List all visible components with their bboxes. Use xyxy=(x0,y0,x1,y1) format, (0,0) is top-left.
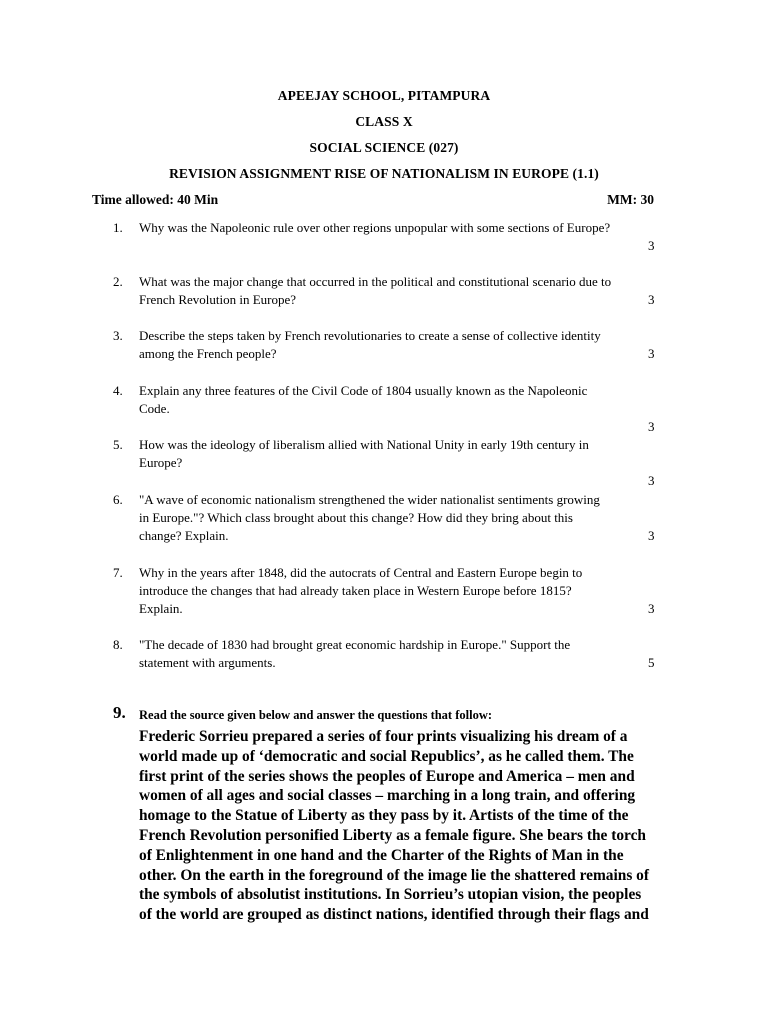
question-text xyxy=(139,273,704,309)
question-line: Explain. xyxy=(139,601,183,616)
passage-line: women of all ages and social classes – marching in a long train, and offering xyxy=(139,787,636,805)
question-marks: 3 xyxy=(648,601,655,616)
question-line: French Revolution in Europe? xyxy=(139,292,297,307)
question-number: 5. xyxy=(113,437,123,452)
max-marks: MM: 30 xyxy=(607,192,654,207)
question-line: Code. xyxy=(139,401,170,416)
time-allowed: Time allowed: 40 Min xyxy=(92,192,219,207)
question-marks: 3 xyxy=(648,292,655,307)
question-text xyxy=(139,564,704,618)
question-text xyxy=(139,219,704,237)
question-line: change? Explain. xyxy=(139,528,229,543)
passage-line: of Enlightenment in one hand and the Charter of the Rights of Man in the xyxy=(139,846,624,864)
question-marks: 5 xyxy=(648,655,655,670)
question-number: 8. xyxy=(113,637,123,652)
question-number: 2. xyxy=(113,274,123,289)
source-passage xyxy=(139,727,714,925)
question-marks: 3 xyxy=(648,473,655,488)
question-line: What was the major change that occurred in the political and constitutional scenario due to xyxy=(139,274,612,289)
question-line: "The decade of 1830 had brought great economic hardship in Europe." Support the xyxy=(139,637,571,652)
question-text xyxy=(139,436,704,472)
assignment-title: REVISION ASSIGNMENT RISE OF NATIONALISM IN EUROPE (1.1) xyxy=(169,166,599,181)
question-9-instruction: Read the source given below and answer the questions that follow: xyxy=(139,708,493,722)
question-line: statement with arguments. xyxy=(139,655,276,670)
question-line: Why was the Napoleonic rule over other regions unpopular with some sections of Europe? xyxy=(139,220,611,235)
passage-line: other. On the earth in the foreground of the image lie the shattered remains of xyxy=(139,866,649,884)
question-marks: 3 xyxy=(648,238,655,253)
question-text xyxy=(139,382,704,418)
question-9-number: 9. xyxy=(113,703,126,722)
question-text xyxy=(139,327,704,363)
question-number: 4. xyxy=(113,383,123,398)
question-number: 1. xyxy=(113,220,123,235)
time-row xyxy=(92,192,662,208)
question-line: Europe? xyxy=(139,455,183,470)
question-text xyxy=(139,636,704,672)
subject-label: SOCIAL SCIENCE (027) xyxy=(309,140,459,155)
class-label: CLASS X xyxy=(355,114,413,129)
school-name: APEEJAY SCHOOL, PITAMPURA xyxy=(277,88,491,103)
question-line: Describe the steps taken by French revolutionaries to create a sense of collective identity xyxy=(139,328,601,343)
passage-line: French Revolution personified Liberty as a female figure. She bears the torch xyxy=(139,826,646,844)
question-text xyxy=(139,491,704,545)
question-marks: 3 xyxy=(648,419,655,434)
question-marks: 3 xyxy=(648,528,655,543)
question-number: 3. xyxy=(113,328,123,343)
question-line: Why in the years after 1848, did the autocrats of Central and Eastern Europe begin to xyxy=(139,565,583,580)
passage-line: the symbols of absolutist institutions. In Sorrieu’s utopian vision, the peoples xyxy=(139,886,642,904)
question-line: Explain any three features of the Civil Code of 1804 usually known as the Napoleonic xyxy=(139,383,588,398)
question-marks: 3 xyxy=(648,346,655,361)
passage-line: homage to the Statue of Liberty as they pass by it. Artists of the time of the xyxy=(139,807,629,825)
question-line: in Europe."? Which class brought about this change? How did they bring about this xyxy=(139,510,573,525)
passage-line: of the world are grouped as distinct nations, identified through their flags and xyxy=(139,906,649,924)
passage-line: world made up of ‘democratic and social Republics’, as he called them. The xyxy=(139,747,634,765)
question-number: 6. xyxy=(113,492,123,507)
passage-line: Frederic Sorrieu prepared a series of four prints visualizing his dream of a xyxy=(139,728,628,745)
question-line: "A wave of economic nationalism strengthened the wider nationalist sentiments growing xyxy=(139,492,600,507)
question-line: introduce the changes that had already taken place in Western Europe before 1815? xyxy=(139,583,572,598)
question-line: How was the ideology of liberalism allied with National Unity in early 19th century in xyxy=(139,437,589,452)
question-line: among the French people? xyxy=(139,346,277,361)
passage-line: first print of the series shows the peoples of Europe and America – men and xyxy=(139,767,635,785)
question-number: 7. xyxy=(113,565,123,580)
